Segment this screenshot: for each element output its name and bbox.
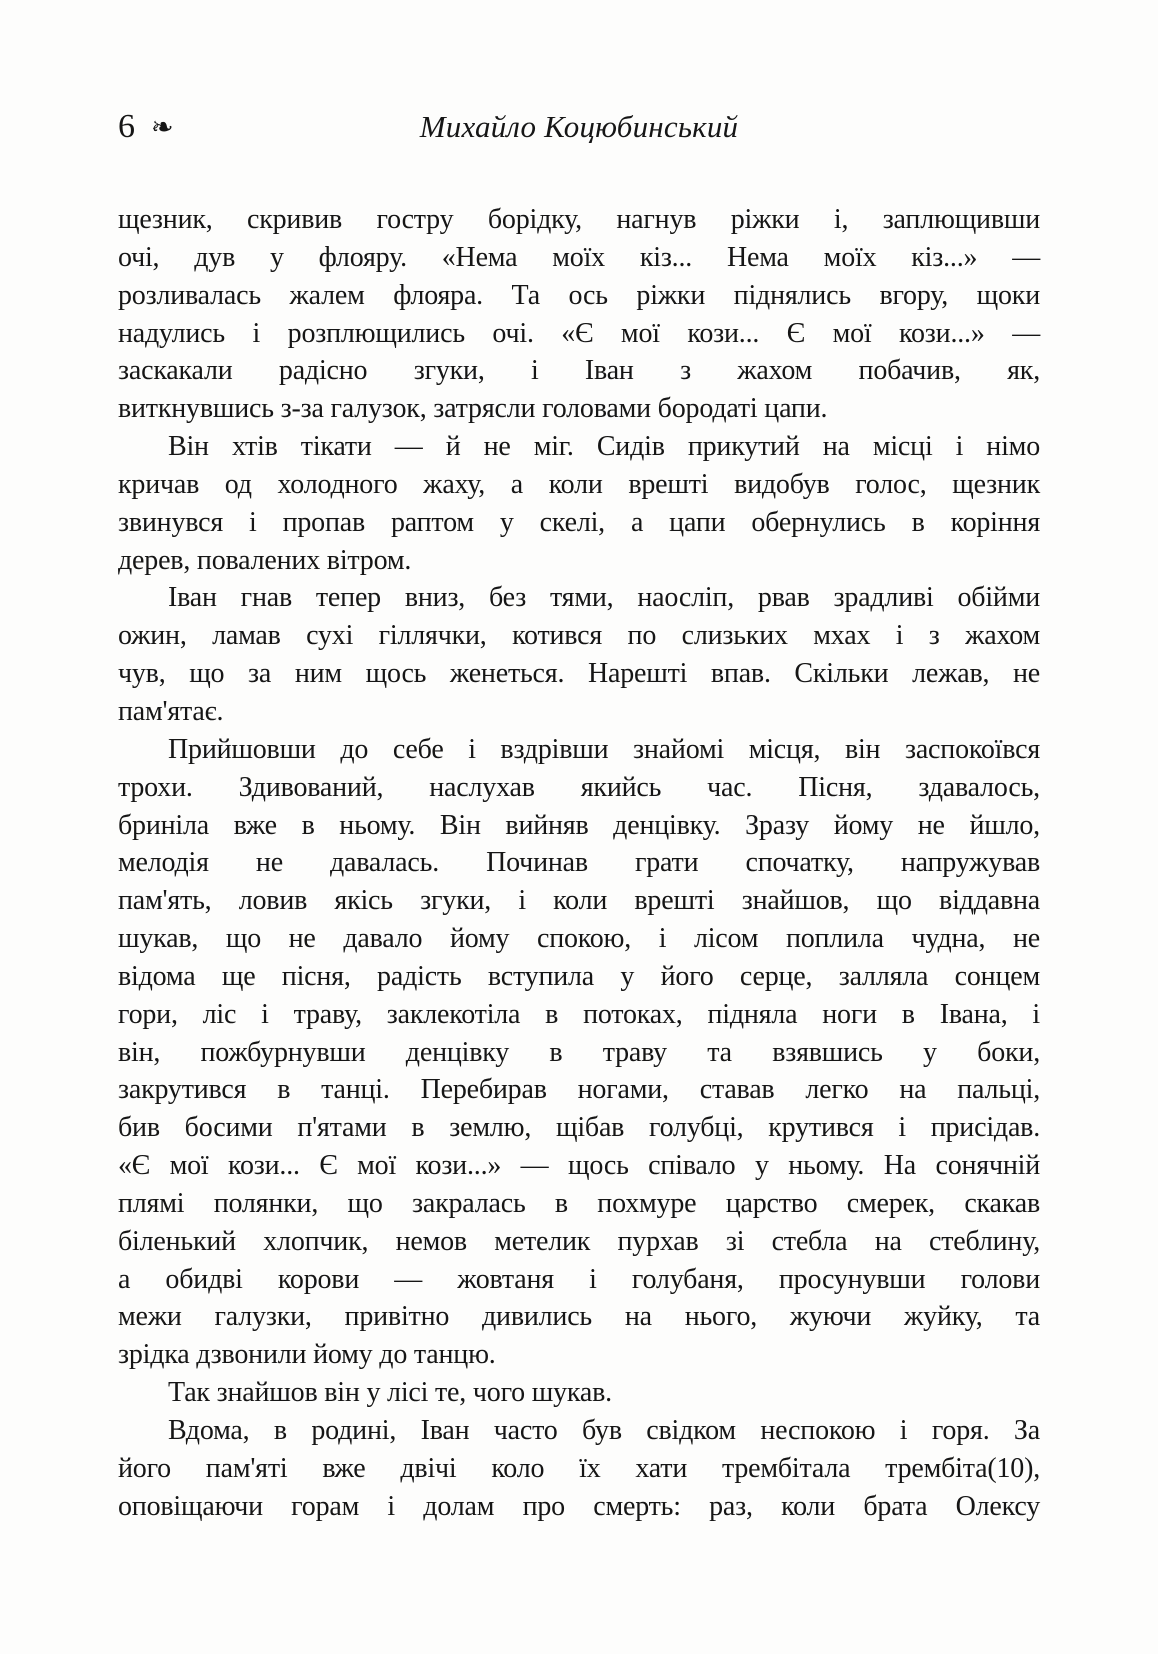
text-line: відома ще пісня, радість вступила у його серце, залляла сонцем: [118, 960, 1040, 992]
paragraph: [118, 428, 1040, 579]
text-line: розливалась жалем флояра. Та ось ріжки піднялись вгору, щоки: [118, 279, 1040, 311]
text-line: пам'ятає.: [118, 695, 224, 727]
paragraph: [118, 731, 1040, 1374]
text-line: ожин, ламав сухі гіллячки, котився по слизьких мхах і з жахом: [118, 620, 1040, 652]
page-number: 6: [118, 108, 135, 145]
page-body: [118, 201, 1040, 1526]
text-line: мелодія не давалась. Починав грати спочатку, напружував: [118, 847, 1040, 879]
text-line: а обидві корови — жовтаня і голубаня, просунувши голови: [118, 1263, 1040, 1295]
paragraph: [118, 579, 1040, 730]
fleuron-ornament-icon: ❧: [151, 112, 174, 143]
text-line: він, пожбурнувши денцівку в траву та взявшись у боки,: [118, 1036, 1040, 1068]
paragraph: [118, 1374, 1040, 1412]
text-line: зрідка дзвонили йому до танцю.: [118, 1339, 496, 1371]
paragraph: [118, 201, 1040, 428]
text-line: трохи. Здивований, наслухав якийсь час. Пісня, здавалось,: [118, 771, 1040, 803]
text-line: пам'ять, ловив якісь згуки, і коли врешті знайшов, що віддавна: [118, 885, 1040, 917]
text-line: оповіщаючи горам і долам про смерть: раз, коли брата Олексу: [118, 1490, 1040, 1522]
text-line: виткнувшись з-за галузок, затрясли головами бородаті цапи.: [118, 393, 828, 425]
text-line: гори, ліс і траву, заклекотіла в потоках, підняла ноги в Івана, і: [118, 998, 1040, 1030]
text-line: бив босими п'ятами в землю, щібав голубці, крутився і присідав.: [118, 1112, 1040, 1144]
text-line: Він хтів тікати — й не міг. Сидів прикутий на місці і німо: [168, 431, 1040, 463]
text-line: межи галузки, привітно дивились на нього, жуючи жуйку, та: [118, 1301, 1040, 1333]
text-line: дерев, повалених вітром.: [118, 544, 412, 576]
text-line: щезник, скривив гостру борідку, нагнув ріжки і, заплющивши: [118, 204, 1040, 235]
text-line: заскакали радісно згуки, і Іван з жахом побачив, як,: [118, 355, 1040, 387]
text-line: Так знайшов він у лісі те, чого шукав.: [168, 1377, 612, 1409]
text-line: очі, дув у флояру. «Нема моїх кіз... Нема моїх кіз...» —: [118, 241, 1040, 273]
text-line: закрутився в танці. Перебирав ногами, ставав легко на пальці,: [118, 1074, 1040, 1106]
text-line: шукав, що не давало йому спокою, і лісом поплила чудна, не: [118, 923, 1040, 955]
text-line: чув, що за ним щось женеться. Нарешті впав. Скільки лежав, не: [118, 658, 1040, 690]
text-line: звинувся і пропав раптом у скелі, а цапи обернулись в коріння: [118, 506, 1040, 538]
text-line: кричав од холодного жаху, а коли врешті видобув голос, щезник: [118, 468, 1040, 500]
running-title: Михайло Коцюбинський: [419, 109, 739, 144]
text-line: надулись і розплющились очі. «Є мої кози... Є мої кози...» —: [118, 317, 1040, 349]
paragraph: [118, 1412, 1040, 1526]
text-line: Іван гнав тепер вниз, без тями, наосліп, рвав зрадливі обійми: [168, 582, 1040, 614]
text-line: «Є мої кози... Є мої кози...» — щось співало у ньому. На сонячній: [118, 1150, 1040, 1182]
page-header: [118, 108, 1040, 150]
text-line: плямі полянки, що закралась в похмуре царство смерек, скакав: [118, 1187, 1040, 1219]
text-line: Прийшовши до себе і вздрівши знайомі місця, він заспокоївся: [168, 733, 1040, 765]
text-line: його пам'яті вже двічі коло їх хати трембітала трембіта(10),: [118, 1452, 1040, 1484]
text-line: біленький хлопчик, немов метелик пурхав зі стебла на стеблину,: [118, 1225, 1040, 1257]
text-line: Вдома, в родині, Іван часто був свідком неспокою і горя. За: [168, 1415, 1040, 1446]
text-line: бриніла вже в ньому. Він вийняв денцівку. Зразу йому не йшло,: [118, 809, 1040, 841]
